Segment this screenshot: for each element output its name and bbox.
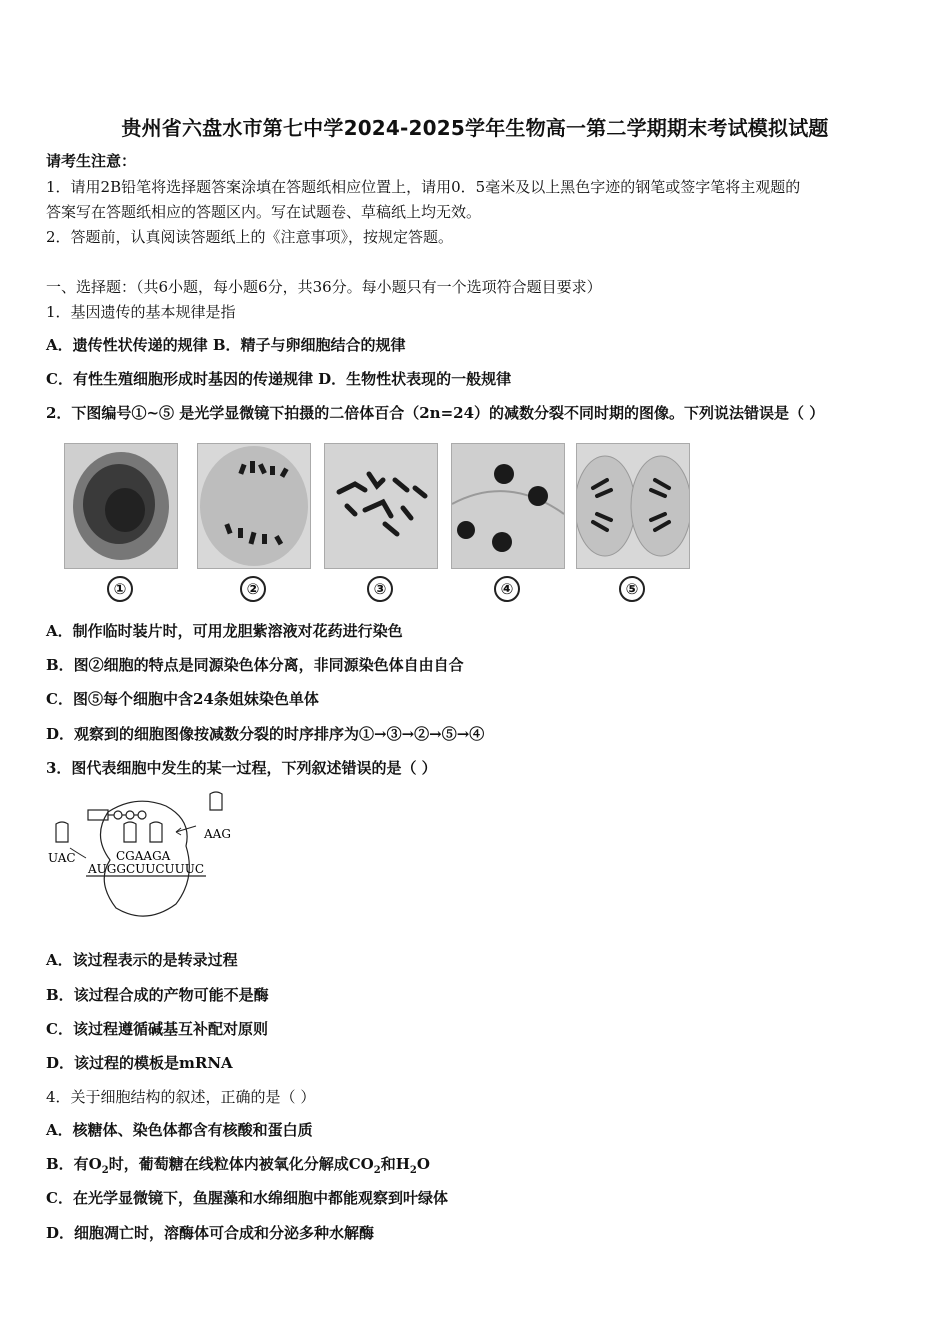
q4-stem: 4．关于细胞结构的叙述，正确的是（ ） (46, 1088, 316, 1106)
q2-stem: 2．下图编号①~⑤ 是光学显微镜下拍摄的二倍体百合（2n=24）的减数分裂不同时期的图像。下列说法错误是（ ） (46, 404, 825, 422)
trna-right-icon (210, 792, 222, 810)
micrograph-3 (324, 443, 438, 569)
peptide-chain-box (88, 810, 108, 820)
q2-option-a: A．制作临时装片时，可用龙胆紫溶液对花药进行染色 (46, 622, 403, 640)
q1-stem: 1．基因遗传的基本规律是指 (46, 303, 236, 321)
notice-item-1-line-2: 答案写在答题纸相应的答题区内。写在试题卷、草稿纸上均无效。 (46, 203, 482, 221)
q3-stem: 3．图代表细胞中发生的某一过程，下列叙述错误的是（ ） (46, 759, 437, 777)
notice-item-2: 2．答题前，认真阅读答题纸上的《注意事项》，按规定答题。 (46, 228, 454, 246)
q1-options-row-1: A．遗传性状传递的规律 B．精子与卵细胞结合的规律 (46, 336, 406, 354)
trna-left-icon (56, 822, 68, 842)
q3-option-b: B．该过程合成的产物可能不是酶 (46, 986, 269, 1004)
fig-right-anticodon: AAG (204, 827, 231, 841)
q1-options-row-2: C．有性生殖细胞形成时基因的传递规律 D．生物性状表现的一般规律 (46, 370, 512, 388)
micrograph-2 (197, 443, 311, 569)
q3-option-d: D．该过程的模板是mRNA (46, 1054, 233, 1072)
q2-option-c: C．图⑤每个细胞中含24条姐妹染色单体 (46, 690, 319, 708)
q4-option-a: A．核糖体、染色体都含有核酸和蛋白质 (46, 1121, 313, 1139)
q4-option-d: D．细胞凋亡时，溶酶体可合成和分泌多种水解酶 (46, 1224, 375, 1242)
translation-diagram (46, 786, 246, 922)
micrograph-label-4: ④ (494, 576, 520, 602)
micrograph-4 (451, 443, 565, 569)
page-title: 贵州省六盘水市第七中学2024-2025学年生物高一第二学期期末考试模拟试题 (121, 116, 829, 140)
q3-option-a: A．该过程表示的是转录过程 (46, 951, 238, 969)
micrograph-5 (576, 443, 690, 569)
q4-option-b: B．有$O_2$时，葡萄糖在线粒体内被氧化分解成$CO_2$和$H_2O$ (46, 1155, 430, 1176)
q2-option-d: D．观察到的细胞图像按减数分裂的时序排序为①→③→②→⑤→④ (46, 725, 485, 743)
fig-left-anticodon: UAC (48, 851, 76, 865)
micrograph-label-3: ③ (367, 576, 393, 602)
micrograph-1 (64, 443, 178, 569)
q4-option-c: C．在光学显微镜下，鱼腥藻和水绵细胞中都能观察到叶绿体 (46, 1189, 448, 1207)
micrograph-label-1: ① (107, 576, 133, 602)
section-heading: 一、选择题：（共6小题，每小题6分，共36分。每小题只有一个选项符合题目要求） (46, 278, 602, 296)
micrograph-label-2: ② (240, 576, 266, 602)
notice-item-1-line-1: 1．请用2B铅笔将选择题答案涂填在答题纸相应位置上，请用0．5毫米及以上黑色字迹的钢笔或签字笔将主观题的 (46, 178, 801, 196)
q3-option-c: C．该过程遵循碱基互补配对原则 (46, 1020, 268, 1038)
q2-option-b: B．图②细胞的特点是同源染色体分离，非同源染色体自由自合 (46, 656, 464, 674)
micrograph-label-5: ⑤ (619, 576, 645, 602)
meiosis-micrograph-figure (64, 443, 688, 605)
notice-heading: 请考生注意： (46, 152, 137, 170)
fig-trna-seq: CGAAGA (116, 849, 171, 863)
fig-mrna-seq: AUGGCUUCUUUC (88, 862, 205, 876)
